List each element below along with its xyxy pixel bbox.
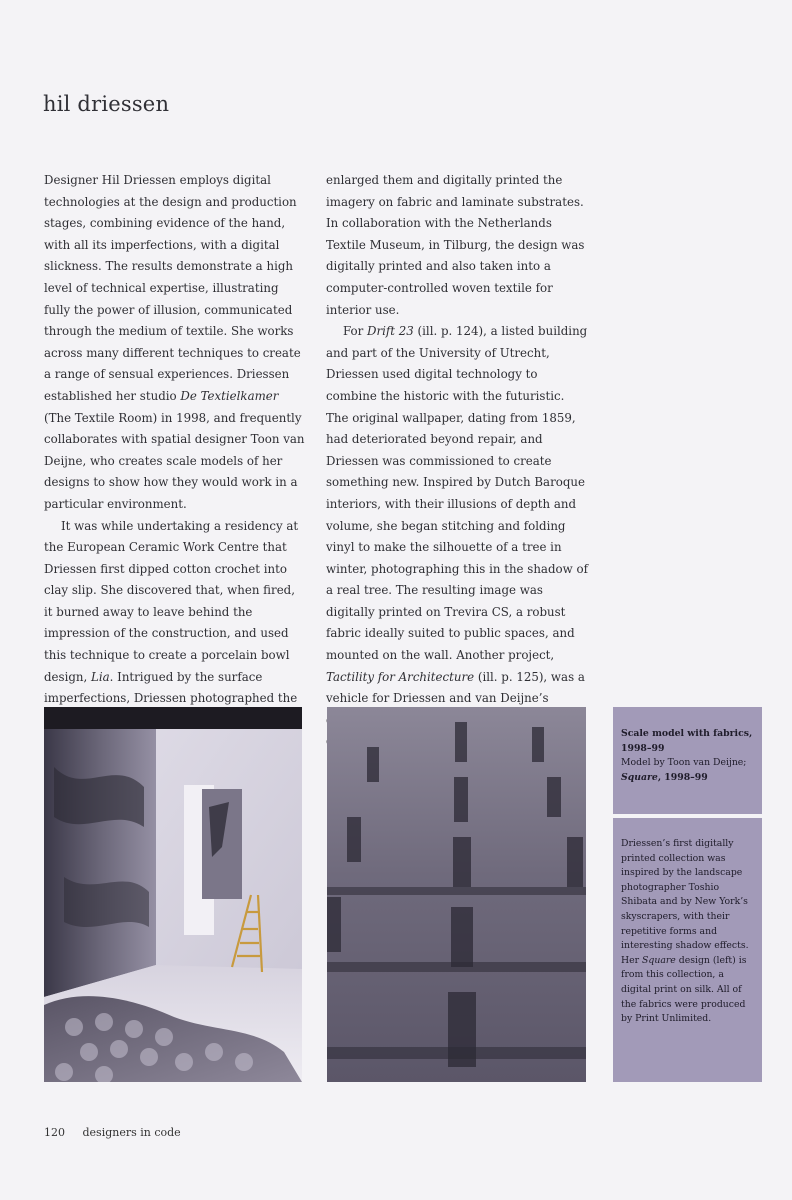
paragraph: It was while undertaking a residency at the European Ceramic Work Centre that Driessen first dipped cotton crochet into clay slip. She discovered that, when fired, it burned away to leave behind the impression of the construction, and used this technique to create a porcelain bowl design, Lia. Intrigued by the surface imperfections, Driessen photographed the (44, 518, 299, 706)
page-footer (44, 1126, 181, 1139)
page-number: 120 (44, 1126, 65, 1139)
caption-title: Scale model with fabrics, 1998–99 (621, 728, 753, 754)
caption-collection (613, 818, 762, 1082)
scale-model-photo (44, 707, 302, 1082)
paragraph: enlarged them and digitally printed the imagery on fabric and laminate substrates. In collaboration with the Netherlands Textile Museum, in Tilburg, the design was digitally printed and also taken into a computer-controlled woven textile for interior use. (326, 173, 585, 317)
paragraph: Designer Hil Driessen employs digital technologies at the design and production stages, combining evidence of the hand, with all its imperfections, with a digital slickness. The results demonstrate a high level of technical expertise, illustrating fully the power of illusion, communicated through the medium of textile. She works across many different techniques to create a range of sensual experiences. Driessen established her studio De Textielkamer (The Textile Room) in 1998, and frequently collaborates with spatial designer Toon van Deijne, who creates scale models of her designs to show how they would work in a particular environment. (44, 173, 305, 511)
text-column-right (326, 170, 588, 753)
caption-scale-model (613, 707, 762, 814)
caption-text: Square, 1998–99 (621, 771, 708, 783)
paragraph: For Drift 23 (ill. p. 124), a listed building and part of the University of Utrecht, Driessen used digital technology to combine the historic with the futuristic. The original wallpaper, dating from 1859, had deteriorated beyond repair, and Driessen was commissioned to create something new. Inspired by Dutch Baroque interiors, with their illusions of depth and volume, she began stitching and folding vinyl to make the silhouette of a tree in winter, photographing this in the shadow of a real tree. The resulting image was digitally printed on Trevira CS, a robust fabric ideally suited to public spaces, and mounted on the wall. Another project, Tactility for Architecture (ill. p. 125), was a vehicle for Driessen and van Deijne’s (326, 324, 588, 706)
running-title: designers in code (82, 1126, 181, 1139)
caption-text: Driessen’s first digitally printed collection was inspired by the landscape photographer Toshio Shibata and by New York’s skyscrapers, with their repetitive forms and interesting shadow effects. Her Square design (left) is from this collection, a digital print on silk. All of the fabrics were produced by Print Unlimited. (621, 838, 749, 1025)
text-column-left (44, 170, 306, 731)
caption-text: Model by Toon van Deijne; (621, 757, 747, 769)
page-title: hil driessen (43, 92, 170, 117)
textile-closeup-photo (327, 707, 586, 1082)
